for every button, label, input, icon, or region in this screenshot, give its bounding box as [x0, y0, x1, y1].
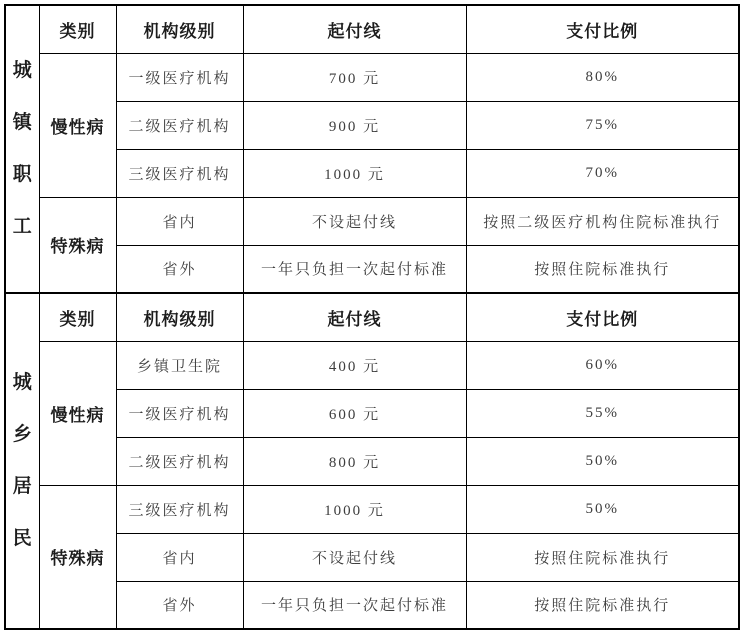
cell-ratio: 50% — [466, 485, 739, 533]
medical-insurance-table — [4, 4, 740, 630]
category-cell-special: 特殊病 — [39, 197, 116, 293]
cell-level: 二级医疗机构 — [116, 437, 243, 485]
category-cell-chronic: 慢性病 — [39, 53, 116, 197]
group-label: 城镇职工 — [12, 60, 32, 237]
cell-ratio: 60% — [466, 341, 739, 389]
cell-ratio: 按照住院标准执行 — [466, 245, 739, 293]
cell-deductible: 不设起付线 — [243, 533, 466, 581]
cell-level: 一级医疗机构 — [116, 389, 243, 437]
cell-deductible: 600 元 — [243, 389, 466, 437]
cell-ratio: 80% — [466, 53, 739, 101]
cell-level: 乡镇卫生院 — [116, 341, 243, 389]
header-deductible: 起付线 — [243, 293, 466, 341]
cell-deductible: 一年只负担一次起付标准 — [243, 581, 466, 629]
table-row — [5, 197, 739, 245]
table-row — [5, 53, 739, 101]
table-row — [5, 389, 739, 437]
header-ratio: 支付比例 — [466, 5, 739, 53]
cell-level: 三级医疗机构 — [116, 149, 243, 197]
cell-level: 省外 — [116, 245, 243, 293]
table-row — [5, 437, 739, 485]
group-cell-urban-rural-residents — [5, 293, 39, 629]
table-row — [5, 5, 739, 53]
cell-deductible: 900 元 — [243, 101, 466, 149]
category-cell-special: 特殊病 — [39, 485, 116, 629]
category-cell-chronic: 慢性病 — [39, 341, 116, 485]
cell-level: 省外 — [116, 581, 243, 629]
header-category: 类别 — [39, 293, 116, 341]
table-row — [5, 581, 739, 629]
cell-ratio: 50% — [466, 437, 739, 485]
cell-deductible: 不设起付线 — [243, 197, 466, 245]
cell-deductible: 1000 元 — [243, 485, 466, 533]
header-category: 类别 — [39, 5, 116, 53]
cell-ratio: 75% — [466, 101, 739, 149]
header-ratio: 支付比例 — [466, 293, 739, 341]
table-row — [5, 485, 739, 533]
cell-deductible: 800 元 — [243, 437, 466, 485]
cell-level: 省内 — [116, 533, 243, 581]
table-row — [5, 245, 739, 293]
cell-level: 三级医疗机构 — [116, 485, 243, 533]
cell-deductible: 一年只负担一次起付标准 — [243, 245, 466, 293]
header-level: 机构级别 — [116, 5, 243, 53]
table-row — [5, 101, 739, 149]
cell-deductible: 400 元 — [243, 341, 466, 389]
header-level: 机构级别 — [116, 293, 243, 341]
cell-level: 省内 — [116, 197, 243, 245]
header-deductible: 起付线 — [243, 5, 466, 53]
cell-level: 一级医疗机构 — [116, 53, 243, 101]
cell-ratio: 按照住院标准执行 — [466, 533, 739, 581]
cell-ratio: 55% — [466, 389, 739, 437]
table-row — [5, 293, 739, 341]
cell-ratio: 按照住院标准执行 — [466, 581, 739, 629]
table-row — [5, 341, 739, 389]
group-cell-urban-employees — [5, 5, 39, 293]
cell-deductible: 1000 元 — [243, 149, 466, 197]
table-row — [5, 149, 739, 197]
cell-level: 二级医疗机构 — [116, 101, 243, 149]
table-row — [5, 533, 739, 581]
cell-ratio: 70% — [466, 149, 739, 197]
cell-ratio: 按照二级医疗机构住院标准执行 — [466, 197, 739, 245]
group-label: 城乡居民 — [12, 372, 32, 549]
cell-deductible: 700 元 — [243, 53, 466, 101]
